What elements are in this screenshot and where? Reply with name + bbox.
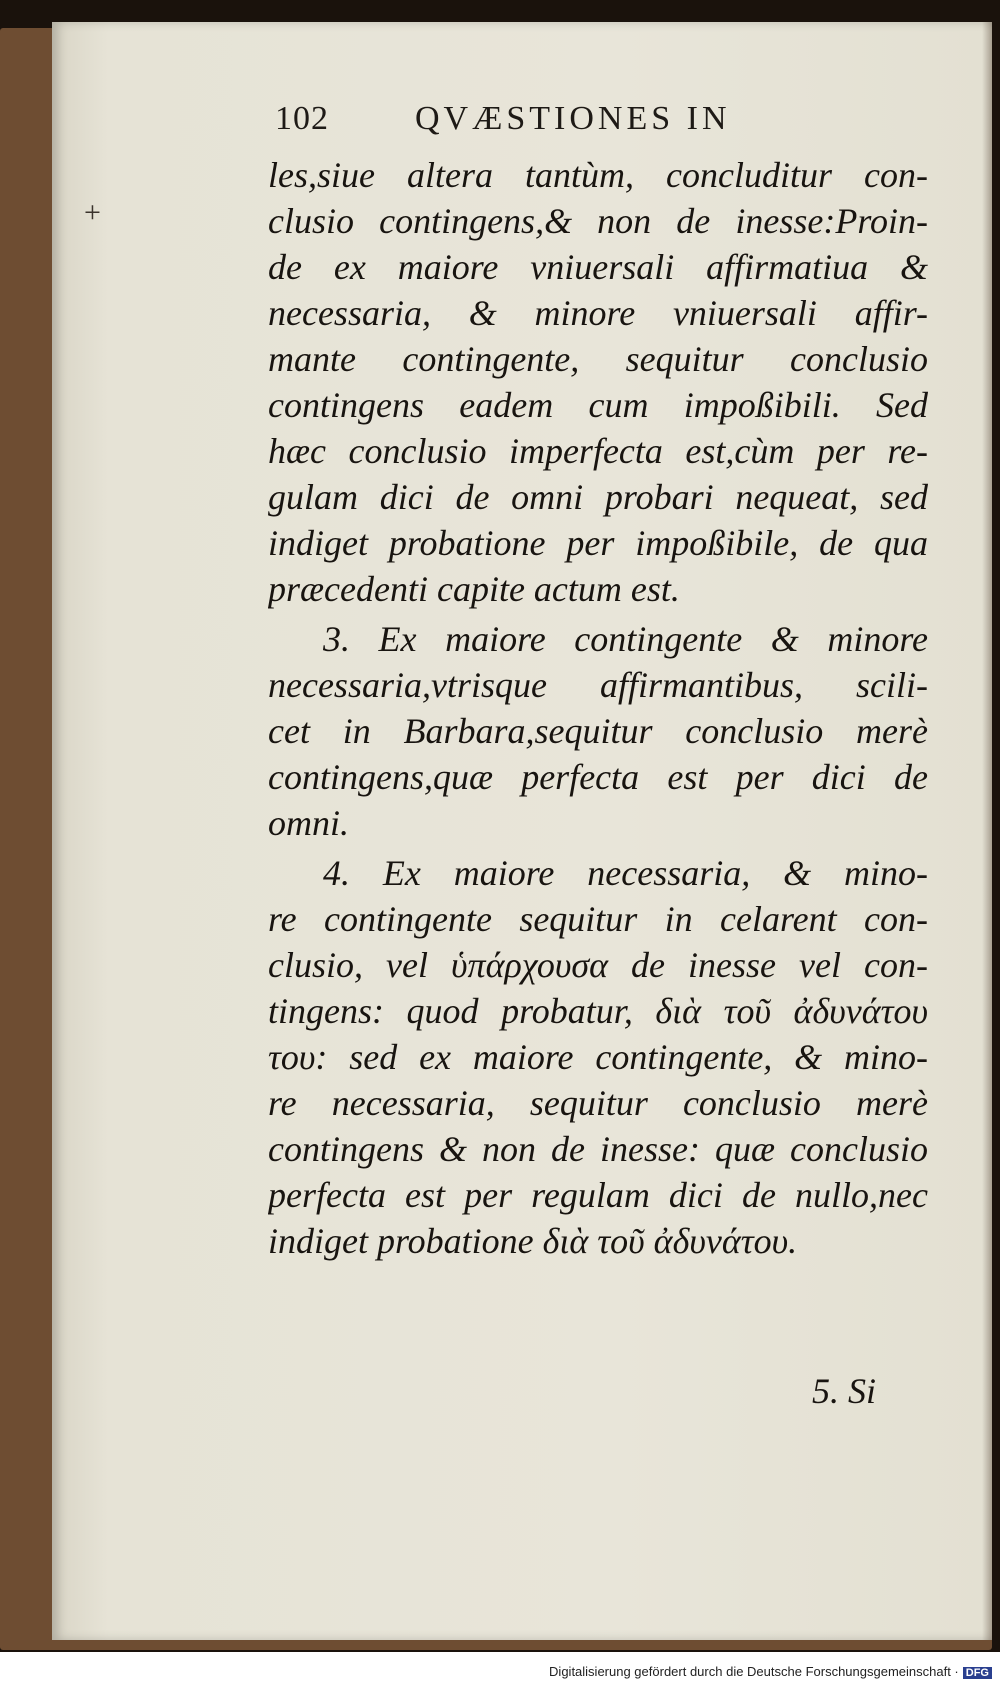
text-line: του: sed ex maiore contingente, & mino- bbox=[268, 1037, 928, 1077]
text-line: omni. bbox=[268, 803, 349, 843]
text-line: præcedenti capite actum est. bbox=[268, 569, 680, 609]
text-line: contingens eadem cum impoßibili. Sed bbox=[268, 385, 928, 425]
text-line: les,siue altera tantùm, concluditur con- bbox=[268, 155, 928, 195]
catchword: 5. Si bbox=[812, 1371, 877, 1411]
text-line: indiget probatione per impoßibile, de qua bbox=[268, 523, 928, 563]
text-line: clusio contingens,& non de inesse:Proin- bbox=[268, 201, 928, 241]
text-line: mante contingente, sequitur conclusio bbox=[268, 339, 928, 379]
page-edge-shadow bbox=[982, 22, 992, 1640]
text-line: contingens,quæ perfecta est per dici de bbox=[268, 757, 928, 797]
digitization-credit bbox=[549, 1664, 992, 1679]
text-line: 4. Ex maiore necessaria, & mino- bbox=[323, 853, 928, 893]
running-head bbox=[275, 100, 875, 138]
text-line: contingens & non de inesse: quæ conclusio bbox=[268, 1129, 928, 1169]
text-line: hæc conclusio imperfecta est,cùm per re- bbox=[268, 431, 928, 471]
page-number: 102 bbox=[275, 100, 329, 137]
text-line: necessaria,vtrisque affirmantibus, scili- bbox=[268, 665, 928, 705]
text-block bbox=[268, 152, 928, 1264]
text-line: 3. Ex maiore contingente & minore bbox=[323, 619, 928, 659]
marginal-mark: + bbox=[84, 196, 101, 229]
text-line: re contingente sequitur in celarent con- bbox=[268, 899, 928, 939]
text-line: de ex maiore vniuersali affirmatiua & bbox=[268, 247, 928, 287]
text-line: tingens: quod probatur, διὰ τοῦ ἀδυνάτου bbox=[268, 991, 928, 1031]
text-line: indiget probatione διὰ τοῦ ἀδυνάτου. bbox=[268, 1221, 798, 1261]
text-line: cet in Barbara,sequitur conclusio merè bbox=[268, 711, 928, 751]
text-line: perfecta est per regulam dici de nullo,nec bbox=[268, 1175, 928, 1215]
text-line: necessaria, & minore vniuersali affir- bbox=[268, 293, 928, 333]
credit-text: Digitalisierung gefördert durch die Deutsche Forschungsgemeinschaft · bbox=[549, 1664, 959, 1679]
dfg-logo: DFG bbox=[963, 1667, 992, 1679]
text-line: gulam dici de omni probari nequeat, sed bbox=[268, 477, 928, 517]
text-line: clusio, vel ὑπάρχουσα de inesse vel con- bbox=[268, 945, 928, 985]
running-title: QVÆSTIONES IN bbox=[415, 100, 731, 137]
text-line: re necessaria, sequitur conclusio merè bbox=[268, 1083, 928, 1123]
